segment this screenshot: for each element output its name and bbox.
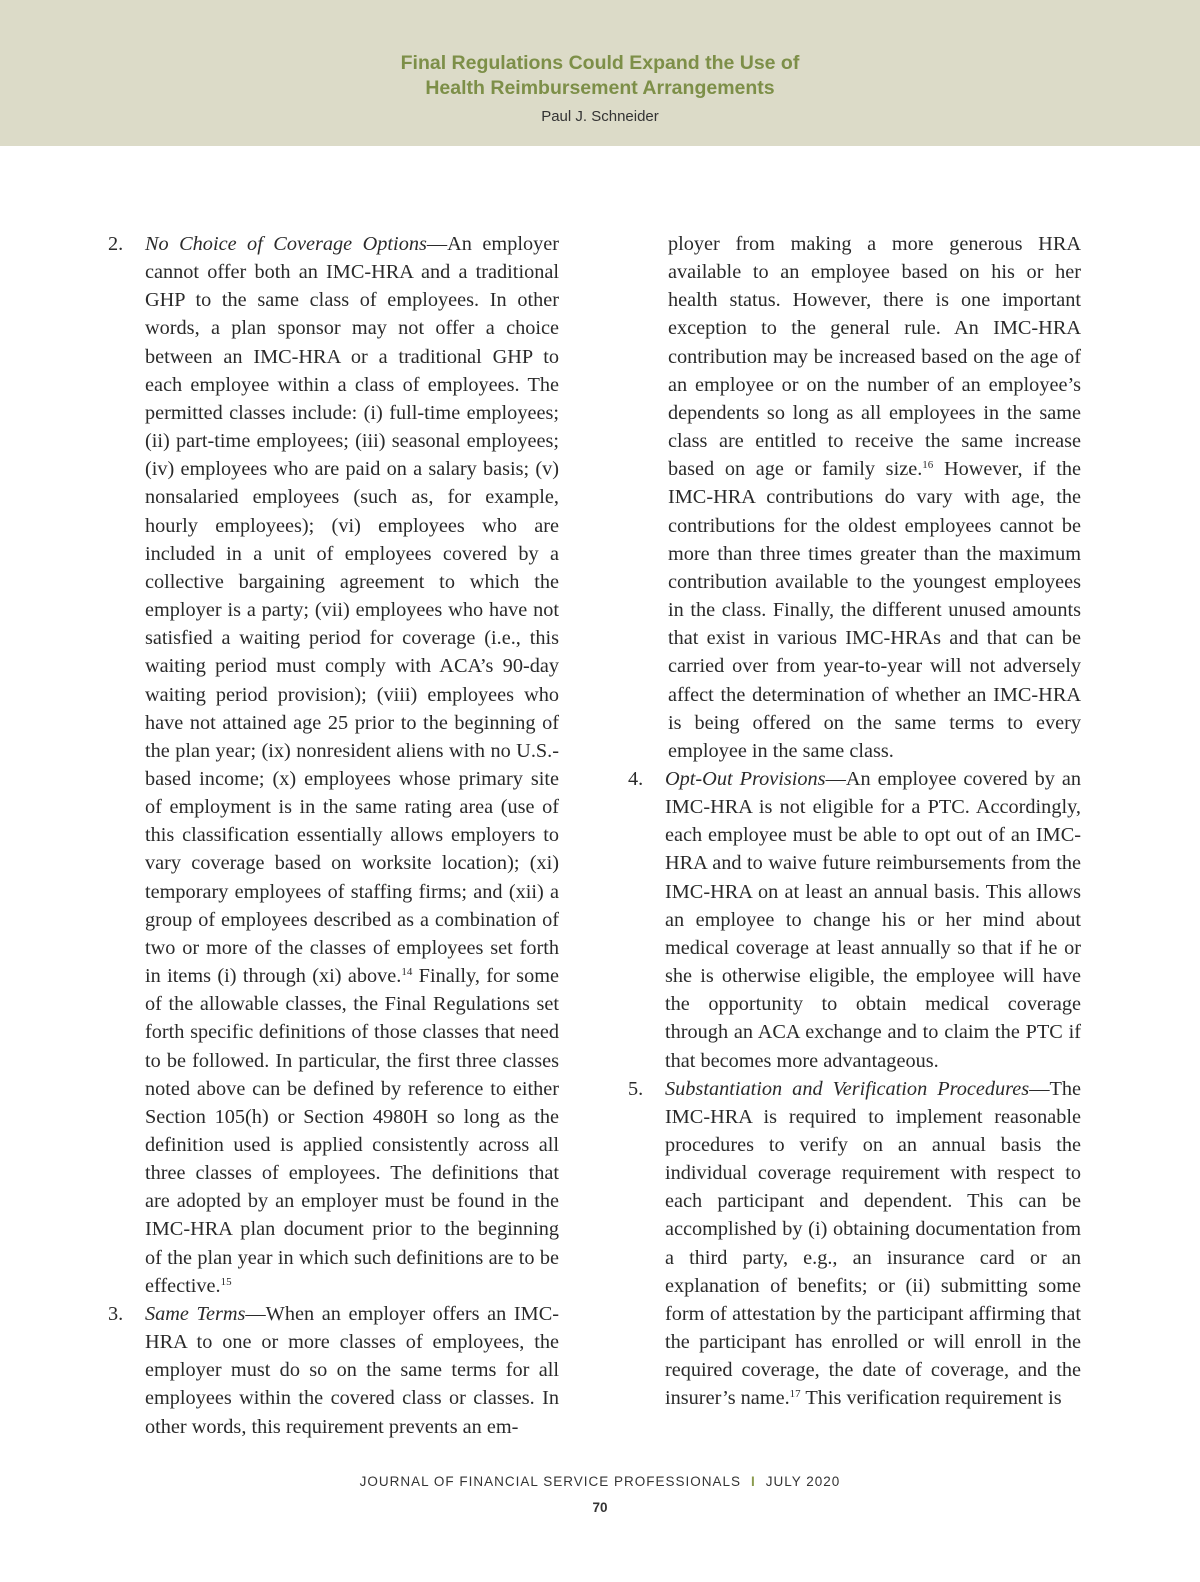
page-number: 70 xyxy=(592,1500,608,1515)
item-text: —When an employer offers an IMC-HRA to one or more classes of employees, the employer must do so on the same terms for all employees within the covered class or classes. In other words, this requirement prevents an em- xyxy=(145,1302,559,1438)
item-text: —The IMC-HRA is required to implement reasonable procedures to verify on an annual basis the individual coverage requirement with respect to each participant and dependent. This can be accomplished by (i) obtaining documentation from a third party, e.g., an insurance card or an explanation of benefits; or (ii) submitting some form of attestation by the participant affirming that the participant has enrolled or will enroll in the required coverage, the date of coverage, and the insurer’s name. xyxy=(665,1077,1081,1410)
footnote-ref: 17 xyxy=(789,1388,801,1401)
item-term: Opt-Out Provisions xyxy=(665,767,826,790)
article-title xyxy=(0,51,1200,101)
left-column xyxy=(108,230,559,1441)
footnote-ref: 15 xyxy=(220,1275,232,1288)
footnote-ref: 14 xyxy=(401,966,413,979)
title-line-2: Health Reimbursement Arrangements xyxy=(425,77,775,99)
title-line-1: Final Regulations Could Expand the Use of xyxy=(400,52,800,74)
list-item-5 xyxy=(628,1075,1081,1413)
item-term: Substantiation and Verification Procedures xyxy=(665,1077,1030,1100)
item-text: This verification requirement is xyxy=(800,1387,1062,1410)
header-band xyxy=(0,0,1200,146)
item-number: 2. xyxy=(108,233,124,255)
item-number: 3. xyxy=(108,1302,124,1325)
list-item-3-continued xyxy=(628,230,1081,765)
author-name: Paul J. Schneider xyxy=(541,108,659,125)
item-text: However, if the IMC-HRA contributions do vary with age, the contributions for the oldest employees cannot be more than three times greater than the maximum contribution available to the youngest employees in the class. Finally, the different unused amounts that exist in various IMC-HRAs and that can be carried over from year-to-year will not adversely affect the determination of whether an IMC-HRA is being offered on the same terms to every employee in the same class. xyxy=(668,458,1081,762)
list-item-4 xyxy=(628,765,1081,1075)
page-footer xyxy=(0,1474,1200,1489)
item-term: No Choice of Coverage Options xyxy=(145,233,427,255)
item-number: 5. xyxy=(628,1077,644,1100)
footnote-ref: 16 xyxy=(922,459,934,472)
list-item-2 xyxy=(108,230,559,1300)
item-term: Same Terms xyxy=(145,1302,246,1325)
item-text: ployer from making a more generous HRA available to an employee based on his or her health status. However, there is one important exception to the general rule. An IMC-HRA contribution may be increased based on the age of an employee or on the number of an employee’s dependents so long as all employees in the same class are entitled to receive the same increase based on age or family size. xyxy=(668,233,1081,481)
list-item-3 xyxy=(108,1300,559,1441)
item-text: —An employer cannot offer both an IMC-HRA and a traditional GHP to the same class of employees. In other words, a plan sponsor may not offer a choice between an IMC-HRA or a traditional GHP to each employee within a class of employees. The permitted classes include: (i) full-time employees; (ii) part-time employees; (iii) seasonal employees; (iv) employees who are paid on a salary basis; (v) nonsalaried employees (such as, for example, hourly employees); (vi) employees who are included in a unit of employees covered by a collective bargaining agreement to which the employer is a party; (vii) employees who have not satisfied a waiting period for coverage (i.e., this waiting period must comply with ACA’s 90-day waiting period provision); (viii) employees who have not attained age 25 prior to the beginning of the plan year; (ix) nonresident aliens with no U.S.-based income; (x) employees whose primary site of employment is in the same rating area (use of this classification essentially allows employers to vary coverage based on worksite location); (xi) temporary employees of staffing firms; and (xii) a group of employees described as a combination of two or more of the classes of employees set forth in items (i) through (xi) above. xyxy=(145,233,560,988)
issue-date: JULY 2020 xyxy=(765,1474,841,1489)
right-column xyxy=(628,230,1081,1413)
item-text: —An employee covered by an IMC-HRA is not eligible for a PTC. Accordingly, each employee must be able to opt out of an IMC-HRA and to waive future reimbursements from the IMC-HRA on at least an annual basis. This allows an employee to change his or her mind about medical coverage at least annually so that if he or she is otherwise eligible, the employee will have the opportunity to obtain medical coverage through an ACA exchange and to claim the PTC if that becomes more advantageous. xyxy=(665,767,1081,1072)
journal-name: JOURNAL OF FINANCIAL SERVICE PROFESSIONALS xyxy=(359,1474,741,1489)
item-number: 4. xyxy=(628,767,644,790)
footer-separator: I xyxy=(751,1474,756,1489)
item-text: Finally, for some of the allowable classes, the Final Regulations set forth specific definitions of those classes that need to be followed. In particular, the first three classes noted above can be defined by reference to either Section 105(h) or Section 4980H so long as the definition used is applied consistently across all three classes of employees. The definitions that are adopted by an employer must be found in the IMC-HRA plan document prior to the beginning of the plan year in which such definitions are to be effective. xyxy=(145,965,559,1297)
